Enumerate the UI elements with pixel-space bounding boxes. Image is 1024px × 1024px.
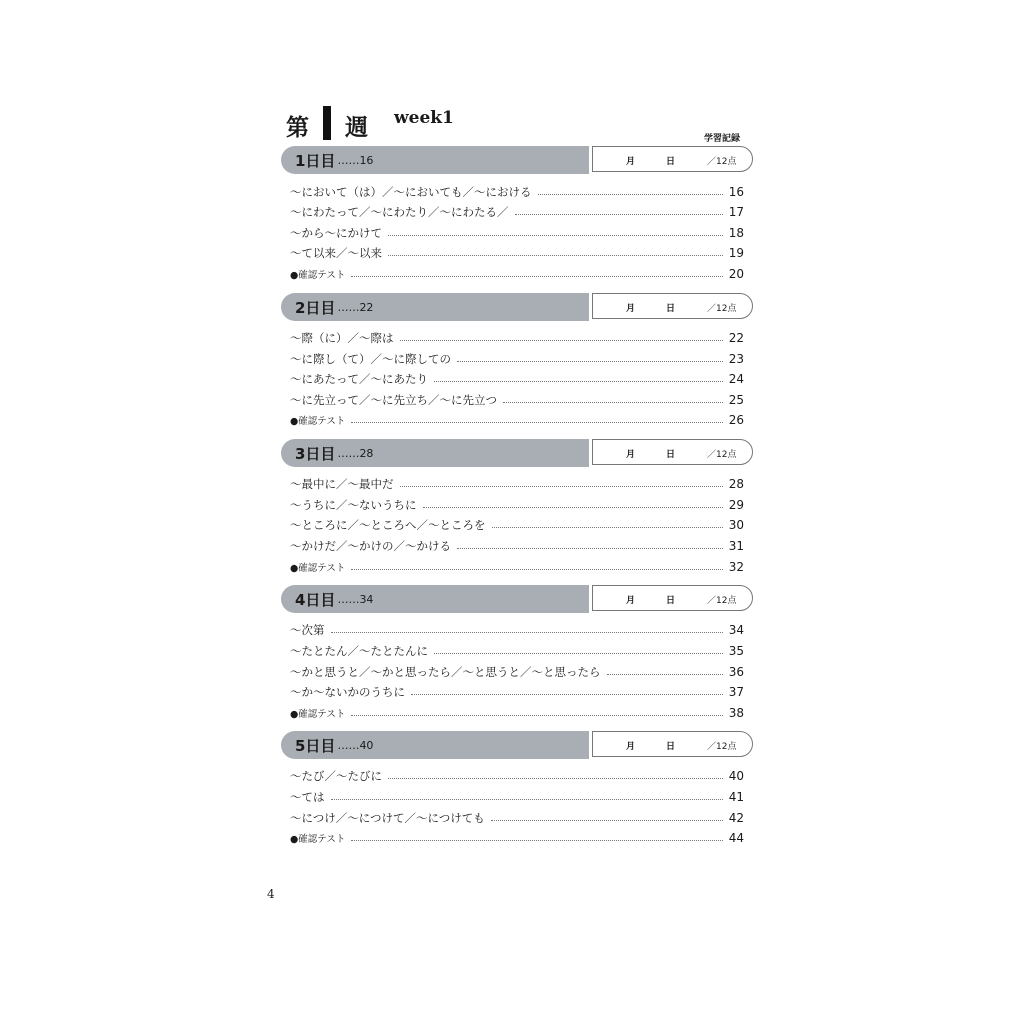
- day-record-box: [592, 731, 753, 757]
- heading-kanji-shuu: 週: [345, 115, 368, 141]
- toc-page-number: 34: [728, 623, 744, 637]
- leader-dots: [388, 255, 723, 256]
- toc-row[interactable]: [290, 391, 744, 409]
- toc-page-number: 44: [728, 831, 744, 845]
- toc-row[interactable]: [290, 224, 744, 242]
- toc-page-number: 20: [728, 267, 744, 281]
- toc-label: ●確認テスト: [290, 834, 346, 845]
- leader-dots: [411, 694, 723, 695]
- toc-label: 〜次第: [290, 623, 325, 637]
- toc-label: 〜うちに／〜ないうちに: [290, 498, 417, 512]
- toc-label: 〜て以来／〜以来: [290, 246, 382, 260]
- leader-dots: [434, 653, 723, 654]
- toc-page-number: 32: [728, 560, 744, 574]
- toc-row[interactable]: [290, 183, 744, 201]
- day-start-page: ……22: [337, 300, 374, 314]
- leader-dots: [457, 548, 723, 549]
- day-4-header: [281, 585, 753, 613]
- toc-label: 〜に先立って／〜に先立ち／〜に先立つ: [290, 393, 497, 407]
- toc-row[interactable]: [290, 496, 744, 514]
- toc-row[interactable]: [290, 788, 744, 806]
- day-number: 4日目: [295, 590, 336, 609]
- day-1-header: [281, 146, 753, 174]
- toc-page-number: 28: [728, 477, 744, 491]
- toc-label: 〜において（は）／〜においても／〜における: [290, 185, 532, 199]
- toc-page-number: 42: [728, 811, 744, 825]
- toc-label: 〜最中に／〜最中だ: [290, 477, 394, 491]
- toc-label: 〜たび／〜たびに: [290, 769, 382, 783]
- leader-dots: [400, 486, 723, 487]
- toc-row-check-test[interactable]: [290, 558, 744, 576]
- toc-page-number: 25: [728, 393, 744, 407]
- toc-row[interactable]: [290, 370, 744, 388]
- month-label: 月: [626, 157, 636, 167]
- day-title-bar: [281, 293, 589, 321]
- month-label: 月: [626, 742, 636, 752]
- day-number: 3日目: [295, 444, 336, 463]
- day-start-page: ……34: [337, 592, 374, 606]
- toc-label: 〜ところに／〜ところへ／〜ところを: [290, 518, 486, 532]
- toc-page-number: 24: [728, 372, 744, 386]
- toc-row-check-test[interactable]: [290, 265, 744, 283]
- month-label: 月: [626, 304, 636, 314]
- toc-page-number: 16: [728, 185, 744, 199]
- day-3-header: [281, 439, 753, 467]
- date-label: 日: [666, 450, 676, 460]
- toc-label: 〜か〜ないかのうちに: [290, 685, 405, 699]
- leader-dots: [331, 799, 723, 800]
- day-number: 1日目: [295, 151, 336, 170]
- leader-dots: [351, 840, 722, 841]
- toc-label: 〜につけ／〜につけて／〜につけても: [290, 811, 485, 825]
- leader-dots: [388, 778, 723, 779]
- score-label: ／12点: [707, 742, 737, 752]
- leader-dots: [351, 715, 722, 716]
- week-heading: [286, 100, 454, 140]
- toc-label: 〜かけだ／〜かけの／〜かける: [290, 539, 451, 553]
- date-label: 日: [666, 304, 676, 314]
- toc-label: 〜ては: [290, 790, 325, 804]
- date-label: 日: [666, 157, 676, 167]
- day-record-box: [592, 439, 753, 465]
- leader-dots: [538, 194, 723, 195]
- toc-row-check-test[interactable]: [290, 829, 744, 847]
- page-number: 4: [267, 887, 275, 901]
- day-record-box: [592, 585, 753, 611]
- day-2-header: [281, 293, 753, 321]
- toc-row[interactable]: [290, 683, 744, 701]
- toc-page-number: 29: [728, 498, 744, 512]
- toc-row[interactable]: [290, 642, 744, 660]
- day-start-page: ……28: [337, 446, 374, 460]
- day-start-page: ……40: [337, 738, 374, 752]
- toc-row[interactable]: [290, 516, 744, 534]
- toc-row[interactable]: [290, 537, 744, 555]
- day-record-box: [592, 293, 753, 319]
- day-record-box: [592, 146, 753, 172]
- leader-dots: [351, 569, 722, 570]
- leader-dots: [503, 402, 723, 403]
- toc-row-check-test[interactable]: [290, 704, 744, 722]
- score-label: ／12点: [707, 304, 737, 314]
- leader-dots: [400, 340, 723, 341]
- toc-label: 〜際（に）／〜際は: [290, 331, 394, 345]
- leader-dots: [434, 381, 723, 382]
- day-number: 2日目: [295, 298, 336, 317]
- toc-label: 〜にあたって／〜にあたり: [290, 372, 428, 386]
- toc-page-number: 35: [728, 644, 744, 658]
- toc-page-number: 18: [728, 226, 744, 240]
- toc-page-number: 41: [728, 790, 744, 804]
- leader-dots: [607, 674, 723, 675]
- toc-row[interactable]: [290, 350, 744, 368]
- score-label: ／12点: [707, 596, 737, 606]
- leader-dots: [351, 276, 722, 277]
- date-label: 日: [666, 596, 676, 606]
- toc-label: 〜たとたん／〜たとたんに: [290, 644, 428, 658]
- leader-dots: [351, 422, 722, 423]
- day-5-header: [281, 731, 753, 759]
- toc-label: 〜かと思うと／〜かと思ったら／〜と思うと／〜と思ったら: [290, 665, 601, 679]
- leader-dots: [515, 214, 723, 215]
- toc-page-number: 30: [728, 518, 744, 532]
- day-title-bar: [281, 439, 589, 467]
- day-title-bar: [281, 146, 589, 174]
- leader-dots: [457, 361, 723, 362]
- toc-row[interactable]: [290, 621, 744, 639]
- toc-row[interactable]: [290, 663, 744, 681]
- toc-page-number: 31: [728, 539, 744, 553]
- score-label: ／12点: [707, 450, 737, 460]
- toc-label: ●確認テスト: [290, 563, 346, 574]
- toc-page-number: 38: [728, 706, 744, 720]
- week-label: week1: [394, 108, 454, 128]
- toc-label: 〜にわたって／〜にわたり／〜にわたる／: [290, 205, 509, 219]
- toc-page-number: 26: [728, 413, 744, 427]
- toc-page-number: 40: [728, 769, 744, 783]
- score-label: ／12点: [707, 157, 737, 167]
- toc-label: ●確認テスト: [290, 416, 346, 427]
- study-record-label: 学習記録: [704, 134, 741, 144]
- toc-page-number: 17: [728, 205, 744, 219]
- toc-label: 〜に際し（て）／〜に際しての: [290, 352, 451, 366]
- leader-dots: [491, 820, 723, 821]
- toc-page-number: 22: [728, 331, 744, 345]
- toc-row-check-test[interactable]: [290, 411, 744, 429]
- day-title-bar: [281, 585, 589, 613]
- month-label: 月: [626, 450, 636, 460]
- toc-row[interactable]: [290, 244, 744, 262]
- day-number: 5日目: [295, 736, 336, 755]
- toc-label: 〜から〜にかけて: [290, 226, 382, 240]
- toc-label: ●確認テスト: [290, 709, 346, 720]
- toc-label: ●確認テスト: [290, 270, 346, 281]
- leader-dots: [331, 632, 723, 633]
- toc-page-number: 36: [728, 665, 744, 679]
- week-number-bar: [323, 106, 331, 140]
- toc-page-number: 37: [728, 685, 744, 699]
- toc-row[interactable]: [290, 809, 744, 827]
- toc-page-number: 23: [728, 352, 744, 366]
- toc-page-number: 19: [728, 246, 744, 260]
- heading-kanji-dai: 第: [286, 115, 309, 141]
- toc-row[interactable]: [290, 767, 744, 785]
- toc-row[interactable]: [290, 203, 744, 221]
- day-start-page: ……16: [337, 153, 374, 167]
- day-title-bar: [281, 731, 589, 759]
- leader-dots: [388, 235, 723, 236]
- toc-row[interactable]: [290, 475, 744, 493]
- date-label: 日: [666, 742, 676, 752]
- leader-dots: [423, 507, 723, 508]
- month-label: 月: [626, 596, 636, 606]
- toc-row[interactable]: [290, 329, 744, 347]
- leader-dots: [492, 527, 723, 528]
